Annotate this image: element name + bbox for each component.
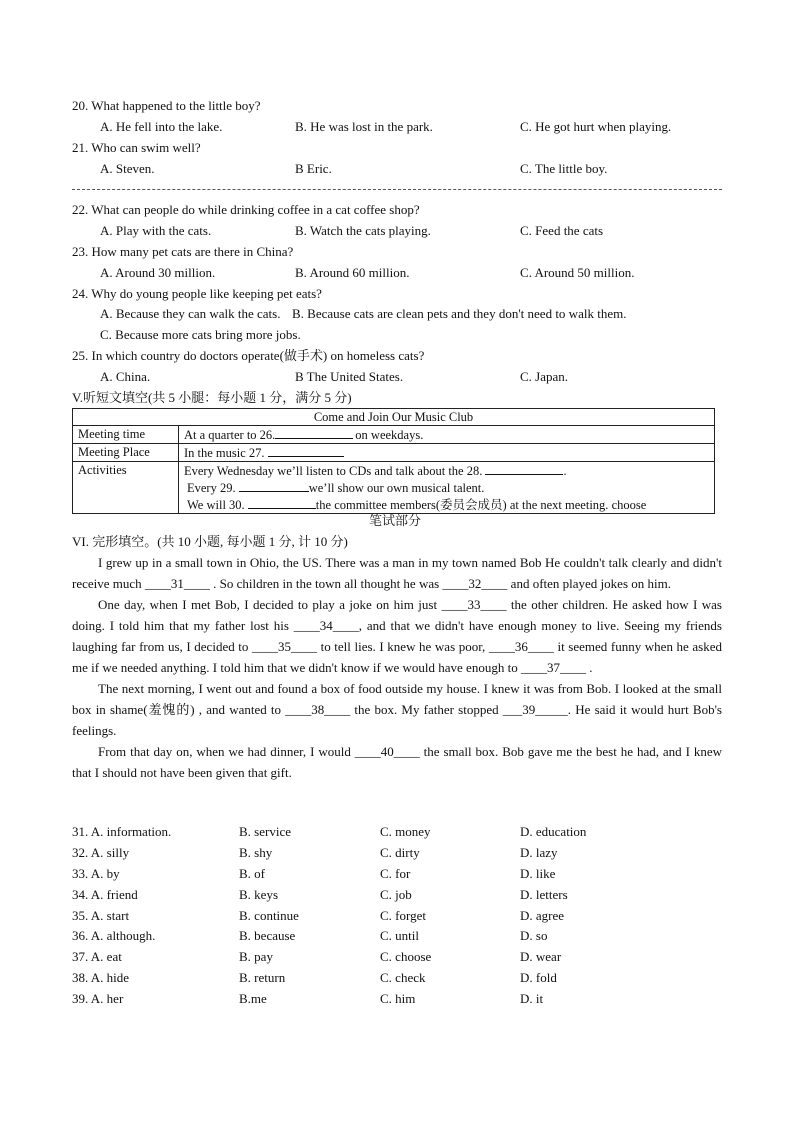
written-section-header: 笔试部分 (369, 513, 422, 528)
option-32-b: B. shy (239, 845, 273, 860)
option-24-b: B. Because cats are clean pets and they don't need to walk them. (292, 306, 627, 321)
option-32-d: D. lazy (520, 845, 558, 860)
option-34-c: C. job (380, 887, 412, 902)
option-35-a: 35. A. start (72, 908, 130, 923)
option-32-a: 32. A. silly (72, 845, 130, 860)
option-37-a: 37. A. eat (72, 949, 122, 964)
option-38-d: D. fold (520, 970, 557, 985)
activities-value: Every Wednesday we’ll listen to CDs and talk about the 28. . Every 29. we’ll show our own musical talent. We will 30. the committee members(委员会成员) at the next meeting. choose (179, 462, 715, 514)
option-37-c: C. choose (380, 949, 432, 964)
option-37-b: B. pay (239, 949, 273, 964)
option-25-c: C. Japan. (520, 369, 569, 384)
cloze-passage (72, 552, 722, 783)
meeting-time-label: Meeting time (73, 426, 179, 444)
option-38-c: C. check (380, 970, 426, 985)
music-club-table (72, 408, 715, 514)
question-23: 23. How many pet cats are there in China? (72, 244, 294, 259)
option-23-b: B. Around 60 million. (295, 265, 410, 280)
option-22-c: C. Feed the cats (520, 223, 604, 238)
section-5-title: V.听短文填空(共 5 小腿：每小题 1 分，满分 5 分) (72, 390, 352, 405)
option-20-a: A. He fell into the lake. (100, 119, 223, 134)
meeting-time-value: At a quarter to 26. on weekdays. (179, 426, 715, 444)
option-21-a: A. Steven. (100, 161, 155, 176)
option-36-b: B. because (239, 928, 296, 943)
option-25-b: B The United States. (295, 369, 404, 384)
option-36-c: C. until (380, 928, 420, 943)
question-25: 25. In which country do doctors operate(做手术) on homeless cats? (72, 348, 425, 363)
option-33-d: D. like (520, 866, 556, 881)
option-20-c: C. He got hurt when playing. (520, 119, 672, 134)
option-36-d: D. so (520, 928, 548, 943)
option-39-d: D. it (520, 991, 544, 1006)
option-38-b: B. return (239, 970, 286, 985)
passage-paragraph: From that day on, when we had dinner, I would ____40____ the small box. Bob gave me the best he had, and I knew that I should not have been given that gift. (72, 744, 722, 780)
meeting-place-label: Meeting Place (73, 444, 179, 462)
option-37-d: D. wear (520, 949, 562, 964)
option-39-a: 39. A. her (72, 991, 124, 1006)
question-21: 21. Who can swim well? (72, 140, 201, 155)
question-24: 24. Why do young people like keeping pet eats? (72, 286, 322, 301)
passage-paragraph: I grew up in a small town in Ohio, the US. There was a man in my town named Bob He couldn't talk clearly and didn't receive much ____31____ . So children in the town all thought he was ____32____ and often played jokes on him. (72, 555, 722, 591)
option-36-a: 36. A. although. (72, 928, 156, 943)
option-24-c: C. Because more cats bring more jobs. (100, 327, 301, 342)
option-25-a: A. China. (100, 369, 151, 384)
option-20-b: B. He was lost in the park. (295, 119, 433, 134)
option-34-b: B. keys (239, 887, 278, 902)
option-23-a: A. Around 30 million. (100, 265, 216, 280)
option-34-d: D. letters (520, 887, 568, 902)
question-22: 22. What can people do while drinking coffee in a cat coffee shop? (72, 202, 420, 217)
meeting-place-value: In the music 27. (179, 444, 715, 462)
passage-paragraph: The next morning, I went out and found a box of food outside my house. I knew it was from Bob. I looked at the small box in shame(羞愧的) , and wanted to ____38____ the box. My father stopped ___39_____. He said it would hurt Bob's feelings. (72, 681, 722, 738)
option-21-c: C. The little boy. (520, 161, 608, 176)
option-39-b: B.me (239, 991, 267, 1006)
option-23-c: C. Around 50 million. (520, 265, 635, 280)
option-22-b: B. Watch the cats playing. (295, 223, 431, 238)
option-39-c: C. him (380, 991, 416, 1006)
option-21-b: B Eric. (295, 161, 332, 176)
option-32-c: C. dirty (380, 845, 420, 860)
option-38-a: 38. A. hide (72, 970, 130, 985)
dashed-divider (72, 189, 722, 190)
club-table-title: Come and Join Our Music Club (73, 409, 715, 426)
option-33-b: B. of (239, 866, 265, 881)
section-6-title: VI. 完形填空。(共 10 小题, 每小题 1 分, 计 10 分) (72, 534, 348, 549)
option-22-a: A. Play with the cats. (100, 223, 212, 238)
option-35-c: C. forget (380, 908, 426, 923)
option-31-d: D. education (520, 824, 587, 839)
option-33-a: 33. A. by (72, 866, 120, 881)
activities-label: Activities (73, 462, 179, 514)
option-35-d: D. agree (520, 908, 565, 923)
option-33-c: C. for (380, 866, 411, 881)
option-34-a: 34. A. friend (72, 887, 138, 902)
option-31-b: B. service (239, 824, 291, 839)
option-31-a: 31. A. information. (72, 824, 172, 839)
question-20: 20. What happened to the little boy? (72, 98, 261, 113)
passage-paragraph: One day, when I met Bob, I decided to play a joke on him just ____33____ the other children. He asked how I was doing. I told him that my father lost his ____34____, and that we didn't have enough money to live. Seeing my friends laughing far from us, I decided to ____35____ to tell lies. I knew he was poor, ____36____ it seemed funny when he asked me if we needed anything. I told him that we didn't know if we would have enough to ____37____ . (72, 597, 722, 675)
option-35-b: B. continue (239, 908, 299, 923)
option-24-a: A. Because they can walk the cats. (100, 306, 281, 321)
option-31-c: C. money (380, 824, 431, 839)
